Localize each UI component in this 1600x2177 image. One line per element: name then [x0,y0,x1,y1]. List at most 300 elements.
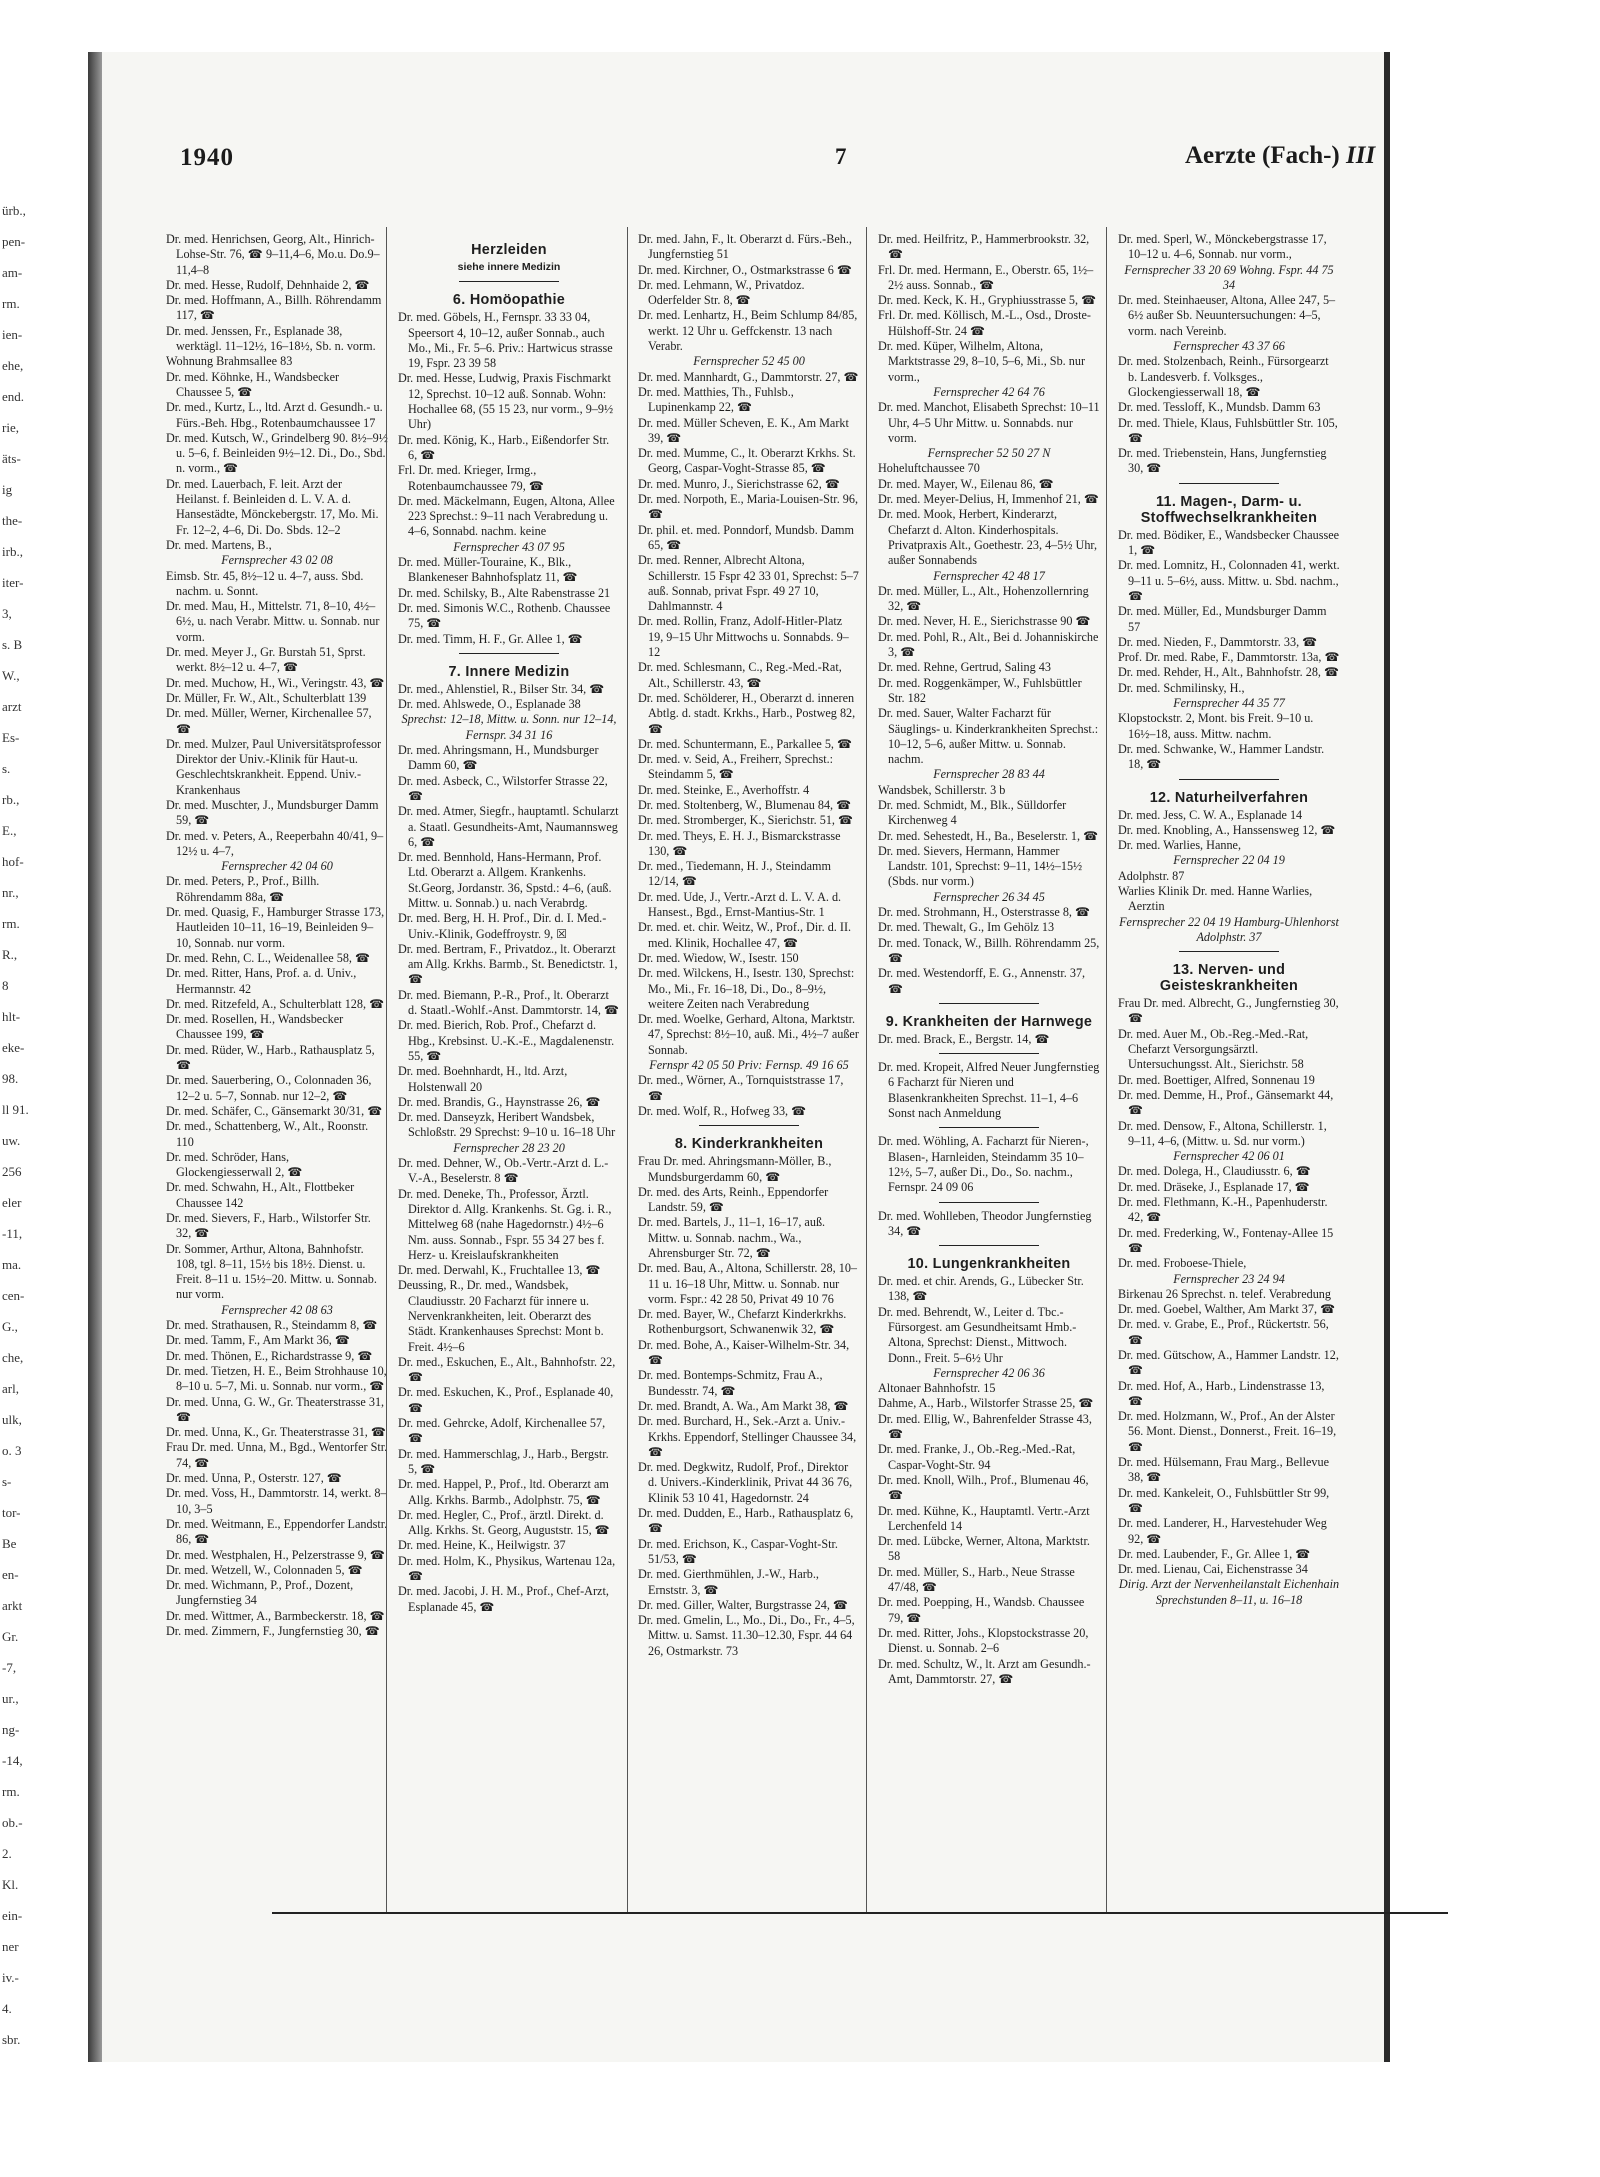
directory-entry: Dr. med. Rehn, C. L., Weidenallee 58, ☎ [166,950,371,965]
directory-entry: Dr. med. Strohmann, H., Osterstrasse 8, ☎ [878,905,1091,920]
phone-line: Fernsprecher 43 07 95 [453,539,565,554]
phone-line: Fernsprecher 52 45 00 [693,354,805,369]
directory-entry: Dr. med. Peters, P., Prof., Billh. Röhrendamm 88a, ☎ [166,874,320,904]
phone-line: Fernsprecher 42 06 01 [1173,1149,1285,1164]
directory-entry: Dr. med. Gütschow, A., Hammer Landstr. 12, ☎ [1118,1348,1339,1378]
adjacent-page-fragment: rm. [2,916,20,931]
adjacent-page-fragment: G., [2,1319,18,1334]
phone-line: Fernsprecher 42 08 63 [221,1302,333,1317]
directory-entry: Dr. med. Giller, Walter, Burgstrasse 24, ☎ [638,1597,849,1612]
phone-line: Fernsprecher 42 48 17 [933,568,1045,583]
directory-entry: Dr. med. Timm, H. F., Gr. Allee 1, ☎ [398,631,583,646]
category-note: siehe innere Medizin [457,261,561,273]
phone-line: Fernsprecher 28 23 20 [453,1140,565,1155]
directory-entry: Eimsb. Str. 45, 8½–12 u. 4–7, auss. Sbd. nachm. u. Sonnt. [166,568,364,598]
adjacent-page-fragment: am- [2,265,23,280]
directory-entry: Dr. med. Nieden, F., Dammtorstr. 33, ☎ [1118,634,1318,649]
directory-entry: Dr. med. Danseyzk, Heribert Wandsbek, Schloßstr. 29 Sprechst: 9–10 u. 16–18 Uhr [398,1110,616,1140]
directory-entry: Deussing, R., Dr. med., Wandsbek, Claudiusstr. 20 Facharzt für innere u. Nervenkrankheiten, leit. Oberarzt des Städt. Krankenhauses Sprechst: Mont b. Freit. 4½–6 [398,1278,604,1354]
directory-entry: Dr. med. Wetzell, W., Colonnaden 5, ☎ [166,1562,363,1577]
directory-entry: Dr. med. Asbeck, C., Wilstorfer Strasse 22, ☎ [398,773,608,803]
directory-entry: Dr. med. Gierthmühlen, J.-W., Harb., Ernststr. 3, ☎ [638,1567,819,1597]
section-rule [939,1202,1039,1203]
directory-entry: Dr. med. Stoltenberg, W., Blumenau 84, ☎ [638,797,852,812]
phone-line: Fernsprecher 22 04 19 Hamburg-Uhlenhorst Adolphstr. 37 [1119,914,1339,944]
directory-entry: Dr. med. Ahlswede, O., Esplanade 38 [398,697,581,712]
section-rule [939,1127,1039,1128]
directory-entry: Dr. med. Schröder, Hans, Glockengiesserwall 2, ☎ [166,1149,303,1180]
directory-entry: Dr. med. Norpoth, E., Maria-Louisen-Str. 96, ☎ [638,492,859,522]
adjacent-page-fragment: Gr. [2,1629,19,1644]
adjacent-page-fragment: ehe, [2,358,24,373]
directory-entry: Dr. med. Bayer, W., Chefarzt Kinderkrkhs. Rothenburgsort, Schwanenwik 32, ☎ [638,1307,847,1337]
directory-entry: Dr. med. Bierich, Rob. Prof., Chefarzt d. Hbg., Krebsinst. U.-K.-E., Magdalenenstr. 55, ☎ [398,1018,615,1063]
directory-entry: Dr. med. Wolf, R., Hofweg 33, ☎ [638,1103,807,1118]
directory-entry: Dr. med. Meyer J., Gr. Burstah 51, Sprst. werkt. 8½–12 u. 4–7, ☎ [166,645,366,675]
directory-entry: Dr. med. Theys, E. H. J., Bismarckstrasse 130, ☎ [638,828,841,858]
column-4 [878,232,1100,1687]
directory-entry: Dr. med. Köhnke, H., Wandsbecker Chaussee 5, ☎ [166,369,340,399]
section-roman: III [1346,142,1376,169]
directory-entry: Dr. med. Schmidt, M., Blk., Sülldorfer Kirchenweg 4 [878,797,1067,828]
directory-entry: Dr. Müller, Fr. W., Alt., Schulterblatt 139 [166,690,367,705]
directory-entry: Dr. med. Renner, Albrecht Altona, Schillerstr. 15 Fspr 42 33 01, Sprechst: 5–7 auß. Sonnab, privat Fspr. 49 27 10, Dahlmannstr. 4 [638,553,859,614]
directory-entry: Dr. med. Lübcke, Werner, Altona, Marktstr. 58 [878,1534,1090,1564]
adjacent-page-fragment: nr., [2,885,19,900]
category-heading: 9. Krankheiten der Harnwege [885,1013,1093,1030]
directory-entry: Dr. med. Steinke, E., Averhoffstr. 4 [638,782,810,797]
adjacent-page-fragment: iter- [2,575,24,590]
column-3 [638,232,860,1659]
directory-entry: Dr. med. Schäfer, C., Gänsemarkt 30/31, ☎ [166,1103,383,1118]
category-heading: 7. Innere Medizin [448,663,570,680]
directory-entry: Dr. med. Manchot, Elisabeth Sprechst: 10–11 Uhr, 4–5 Uhr Mittw. u. Sonnabds. nur vorm. [878,400,1100,445]
adjacent-page-fragment: rie, [2,420,19,435]
directory-entry: Dr. med. Unna, P., Osterstr. 127, ☎ [166,1471,342,1486]
page-number: 7 [835,144,847,169]
phone-line: Fernsprecher 28 83 44 [933,767,1045,782]
directory-entry: Dr. med. Deneke, Th., Professor, Ärztl. Direktor d. Allg. Krankenhs. St. Gg. i. R., Mittelweg 68 (nahe Hagedornstr.) 4½–6 Nm. auss. Sonnab., Fspr. 55 34 27 bes f. Herz- u. Kreislaufskrankheiten [398,1186,612,1262]
phone-line: Fernsprecher 26 34 45 [933,889,1045,904]
directory-entry: Dr. med. Bohe, A., Kaiser-Wilhelm-Str. 34, ☎ [638,1337,850,1368]
directory-entry: Dr. med. Never, H. E., Sierichstrasse 90 ☎ [878,614,1091,629]
directory-entry: Frl. Dr. med. Köllisch, M.-L., Osd., Droste-Hülshoff-Str. 24 ☎ [878,308,1091,338]
directory-entry: Dr. med. Kirchner, O., Ostmarkstrasse 6 ☎ [638,262,853,277]
directory-entry: Dr. med. Knoll, Wilh., Prof., Blumenau 46, ☎ [878,1472,1089,1503]
adjacent-page-fragment: arl, [2,1381,19,1396]
directory-entry: Dr. med. Müller, Werner, Kirchenallee 57, ☎ [166,706,372,736]
directory-entry: Dr. med. Heine, K., Heilwigstr. 37 [398,1538,566,1553]
directory-entry: Dr. med. Sievers, Hermann, Hammer Landstr. 101, Sprechst: 9–11, 14½–15½ (Sbds. nur vorm.) [878,843,1083,889]
directory-entry: Dr. med. Schölderer, H., Oberarzt d. inneren Abtlg. d. stadt. Krkhs., Harb., Postweg 82, ☎ [638,690,856,736]
directory-entry: Dr. med. Roggenkämper, W., Fuhlsbüttler Str. 182 [878,675,1082,705]
directory-entry: Dr. med. Müller Scheven, E. K., Am Markt 39, ☎ [638,415,849,445]
directory-entry: Dr. med. Holzmann, W., Prof., An der Alster 56. Mont. Dienst., Donnerst., Freit. 16–19, ☎ [1118,1409,1337,1454]
column-divider [386,227,387,1912]
category-heading: 12. Naturheilverfahren [1149,789,1309,806]
directory-entry: Dr. med. Ritzefeld, A., Schulterblatt 128, ☎ [166,996,385,1011]
adjacent-page-fragment: 8 [2,978,9,993]
directory-entry: Dr. med. Tietzen, H. E., Beim Strohhause 10, 8–10 u. 5–7, Mi. u. Sonnab. nur vorm., ☎ [166,1363,387,1394]
adjacent-page-fragment: en- [2,1567,19,1582]
directory-entry: Dr. med. Schuntermann, E., Parkallee 5, ☎ [638,736,853,751]
directory-entry: Dr. med. Thiele, Klaus, Fuhlsbüttler Str. 105, ☎ [1118,415,1338,445]
category-heading: 13. Nerven- und Geisteskrankheiten [1159,962,1299,995]
directory-entry: Frau Dr. med. Albrecht, G., Jungfernstieg 30, ☎ [1118,996,1339,1026]
adjacent-page-fragment: ulk, [2,1412,22,1427]
directory-entry: Dr. med. Warlies, Hanne, [1118,838,1242,853]
directory-entry: Dr. med. Jahn, F., lt. Oberarzt d. Fürs.-Beh., Jungfernstieg 51 [638,232,852,262]
adjacent-page-fragment: -11, [2,1226,23,1241]
section-rule [699,1125,799,1126]
adjacent-page-fragment: rm. [2,1784,20,1799]
column-divider [627,227,628,1912]
section-rule [939,1053,1039,1054]
adjacent-page-fragment: rm. [2,296,20,311]
phone-line: Fernsprecher 22 04 19 [1173,853,1285,868]
directory-entry: Dr. med. Stromberger, K., Sierichstr. 51, ☎ [638,813,854,828]
directory-entry: Dr. med. Boettiger, Alfred, Sonnenau 19 [1118,1072,1315,1087]
directory-entry: Dr. med. Munro, J., Sierichstrasse 62, ☎ [638,476,841,491]
directory-entry: Dr. med. Bödiker, E., Wandsbecker Chaussee 1, ☎ [1118,527,1340,558]
section-rule [459,281,559,282]
directory-entry: Dr. med. Mumme, C., lt. Oberarzt Krkhs. St. Georg, Caspar-Voght-Strasse 85, ☎ [638,446,856,476]
directory-entry: Dr. med. Ellig, W., Bahrenfelder Strasse 43, ☎ [878,1411,1092,1442]
directory-entry: Dr. med. Mayer, W., Eilenau 86, ☎ [878,476,1054,491]
directory-entry: Dr. med. Kutsch, W., Grindelberg 90. 8½–9½ u. 5–6, f. Beinleiden 9½–12. Di., Do., Sbd. n. vorm., ☎ [166,430,388,476]
directory-entry: Dr. med. Thönen, E., Richardstrasse 9, ☎ [166,1348,373,1363]
directory-entry: Dr. med. Lienau, Cai, Eichenstrasse 34 [1118,1562,1308,1577]
adjacent-page-fragment: W., [2,668,20,683]
directory-entry: Dr. med. Wichmann, P., Prof., Dozent, Jungfernstieg 34 [166,1578,354,1608]
adjacent-page-fragment: s. B [2,637,23,652]
adjacent-page-fragment: -7, [2,1660,17,1675]
adjacent-page-fragment: sbr. [2,2032,21,2047]
column-5 [1118,232,1340,1608]
directory-entry: Dr. med. Göbels, H., Fernspr. 33 33 04, Speersort 4, 10–12, außer Sonnab., auch Mo., Mi., Fr. 5–6. Priv.: Hartwicus strasse 19, Fspr. 23 39 58 [398,310,613,371]
adjacent-page-strip [0,52,88,2062]
directory-entry: Dr. med. Kropeit, Alfred Neuer Jungfernstieg 6 Facharzt für Nieren und Blasenkrankheiten Sprechst. 11–1, 4–6 Sonst nach Anmeldung [878,1060,1100,1121]
directory-entry: Dr. med. Froboese-Thiele, [1118,1256,1247,1271]
directory-entry: Dr. med. Zimmern, F., Jungfernstieg 30, ☎ [166,1624,380,1639]
category-heading: 10. Lungenkrankheiten [907,1256,1071,1273]
adjacent-page-fragment: hlt- [2,1009,21,1024]
directory-entry: Dr. med. Ahringsmann, H., Mundsburger Damm 60, ☎ [398,743,599,773]
directory-entry: Dr. med. Stolzenbach, Reinh., Fürsorgearzt b. Landesverb. f. Volksges., Glockengiesserwall 18, ☎ [1118,354,1329,399]
directory-entry: Dr. med. Keck, K. H., Gryphiusstrasse 5, ☎ [878,293,1097,308]
category-heading: 8. Kinderkrankheiten [674,1136,824,1153]
directory-entry: Dr. med. Boehnhardt, H., ltd. Arzt, Holstenwall 20 [398,1064,568,1094]
directory-entry: Dr. med. Behrendt, W., Leiter d. Tbc.-Fürsorgest. am Gesundheitsamt Hmb.-Altona, Sprechst: Dienst., Mittwoch. Donn., Freit. 5–6½ Uhr [878,1304,1077,1365]
directory-entry: Dr. med. Dudden, E., Harb., Rathausplatz 6, ☎ [638,1506,854,1536]
directory-entry: Dr. med. Lenhartz, H., Beim Schlump 84/85, werkt. 12 Uhr u. Geffckenstr. 13 nach Verabr. [638,308,858,354]
directory-entry: Dr. med. des Arts, Reinh., Eppendorfer Landstr. 59, ☎ [638,1184,829,1215]
page-year: 1940 [180,144,234,171]
directory-entry: Dr. med. Mau, H., Mittelstr. 71, 8–10, 4½–6½, u. nach Verabr. Mittw. u. Sonnab. nur vorm. [166,599,380,644]
section-title [1185,142,1375,170]
directory-entry: Dr. med. Rehne, Gertrud, Saling 43 [878,660,1051,675]
adjacent-page-fragment: E., [2,823,17,838]
directory-entry: Dr. med. Mannhardt, G., Dammtorstr. 27, ☎ [638,369,859,384]
category-heading: Herzleiden [471,242,547,258]
directory-entry: Birkenau 26 Sprechst. n. telef. Verabredung [1118,1286,1331,1301]
adjacent-page-fragment: eke- [2,1040,25,1055]
directory-entry: Dr. med. Unna, K., Gr. Theaterstrasse 31, ☎ [166,1425,387,1440]
directory-entry: Dr. med. Berg, H. H. Prof., Dir. d. I. Med.-Univ.-Klinik, Godeffroystr. 9, ☒ [398,911,607,941]
phone-line: Fernsprecher 42 04 60 [221,859,333,874]
phone-line: Fernsprecher 42 06 36 [933,1365,1045,1380]
directory-entry: Dr. med. Westendorff, E. G., Annenstr. 37, ☎ [878,966,1086,996]
directory-entry: Dahme, A., Harb., Wilstorfer Strasse 25, ☎ [878,1396,1094,1411]
directory-entry: Dr. med. Wiedow, W., Isestr. 150 [638,950,799,965]
section-rule [459,653,559,654]
directory-entry: Prof. Dr. med. Rabe, F., Dammtorstr. 13a, ☎ [1118,650,1340,665]
section-rule [1179,779,1279,780]
directory-entry: Dr. med. Muchow, H., Wi., Veringstr. 43, ☎ [166,675,385,690]
directory-entry: Dr. med. Jess, C. W. A., Esplanade 14 [1118,807,1303,822]
directory-entry: Dr. med. Müller, Ed., Mundsburger Damm 57 [1118,604,1327,634]
directory-entry: Dr. med. Ude, J., Vertr.-Arzt d. L. V. A. d. Hansest., Bgd., Ernst-Mantius-Str. 1 [638,889,842,920]
directory-entry: Dr. med. Hesse, Ludwig, Praxis Fischmarkt 12, Sprechst. 10–12 auß. Sonnab. Wohn: Hochallee 68, (55 15 23, nur vorm., 9–9½ Uhr) [398,371,614,432]
directory-entry: Dr. med. Hoffmann, A., Billh. Röhrendamm 117, ☎ [166,293,382,323]
directory-entry: Hoheluftchaussee 70 [878,461,980,476]
directory-entry: Dr. med. Demme, H., Prof., Gänsemarkt 44, ☎ [1118,1087,1334,1118]
directory-entry: Dr. med. Knobling, A., Hanssensweg 12, ☎ [1118,822,1336,837]
directory-entry: Dr. med. Unna, G. W., Gr. Theaterstrasse 31, ☎ [166,1394,385,1424]
directory-entry: Dr. med. Hülsemann, Frau Marg., Bellevue 38, ☎ [1118,1455,1329,1485]
directory-entry: Dr. med. Strathausen, R., Steindamm 8, ☎ [166,1318,378,1333]
directory-entry: Dr. med. Simonis W.C., Rothenb. Chaussee 75, ☎ [398,600,611,631]
directory-entry: Dr. Sommer, Arthur, Altona, Bahnhofstr. 108, tgl. 8–11, 15½ bis 18½. Dienst. u. Freit. 8–11 u. 15½–20. Mittw. u. Sonnab. nur vorm. [166,1241,377,1302]
adjacent-page-fragment: eler [2,1195,22,1210]
directory-entry: Dr. med. Martens, B., [166,537,272,552]
directory-entry: Dr. med. Schilsky, B., Alte Rabenstrasse 21 [398,585,611,600]
directory-entry: Dr. med. Schwahn, H., Alt., Flottbeker Chaussee 142 [166,1180,355,1210]
directory-entry: Dr. med. Müller, L., Alt., Hohenzollernring 32, ☎ [878,583,1089,614]
directory-entry: Dr. med. Matthies, Th., Fuhlsb., Lupinenkamp 22, ☎ [638,384,794,415]
directory-entry: Dr. med. Schwanke, W., Hammer Landstr. 18, ☎ [1118,741,1325,772]
directory-entry: Dr. med. Burchard, H., Sek.-Arzt a. Univ.-Krkhs. Eppendorf, Stellinger Chaussee 34, ☎ [638,1414,857,1459]
directory-entry: Dr. med. Atmer, Siegfr., hauptamtl. Schularzt a. Staatl. Gesundheits-Amt, Naumannsweg 6, ☎ [398,804,619,849]
directory-entry: Dr. med., Eskuchen, E., Alt., Bahnhofstr. 22, ☎ [398,1354,616,1385]
phone-line: Fernsprecher 44 35 77 [1173,696,1285,711]
section-rule [939,1245,1039,1246]
directory-entry: Dr. med. Eskuchen, K., Prof., Esplanade 40, ☎ [398,1385,614,1415]
directory-entry: Dr. med. Sperl, W., Mönckebergstrasse 17, 10–12 u. 4–6, Sonnab. nur vorm., [1118,232,1327,262]
directory-entry: Dr. med. Rollin, Franz, Adolf-Hitler-Platz 19, 9–15 Uhr Mittwochs u. Sonnabds. 9–12 [638,614,849,660]
adjacent-page-fragment: rb., [2,792,20,807]
directory-entry: Altonaer Bahnhofstr. 15 [878,1381,996,1396]
adjacent-page-fragment: ner [2,1939,19,1954]
phone-line: Dirig. Arzt der Nervenheilanstalt Eichenhain Sprechstunden 8–11, u. 16–18 [1118,1577,1340,1607]
adjacent-page-fragment: ürb., [2,203,26,218]
directory-entry: Dr. med. Jenssen, Fr., Esplanade 38, werktägl. 11–12½, 16–18½, Sb. n. vorm. [166,323,376,354]
adjacent-page-fragment: ma. [2,1257,22,1272]
directory-entry: Dr. med. Sievers, F., Harb., Wilstorfer Str. 32, ☎ [166,1211,371,1241]
directory-entry: Dr. med. Mook, Herbert, Kinderarzt, Chefarzt d. Alton. Kinderhospitals. Privatpraxis Alt., Goethestr. 23, 4–5½ Uhr, außer Sonnabends [878,507,1098,568]
directory-entry: Dr. med. Jacobi, J. H. M., Prof., Chef-Arzt, Esplanade 45, ☎ [398,1584,609,1614]
directory-entry: Dr. med. Wittmer, A., Barmbeckerstr. 18, ☎ [166,1608,385,1623]
directory-entry: Dr. med. Voss, H., Dammtorstr. 14, werkt. 8–10, 3–5 [166,1486,387,1516]
directory-entry: Frau Dr. med. Ahringsmann-Möller, B., Mundsburgerdamm 60, ☎ [638,1154,832,1184]
directory-entry: Dr. med. Kühne, K., Hauptamtl. Vertr.-Arzt Lerchenfeld 14 [878,1503,1090,1533]
directory-entry: Dr. med. Gmelin, L., Mo., Di., Do., Fr., 4–5, Mittw. u. Samst. 11.30–12.30, Fspr. 44 64 26, Ostmarkstr. 73 [638,1613,855,1658]
adjacent-page-fragment: Kl. [2,1877,19,1892]
directory-entry: Dr. med. Hesse, Rudolf, Dehnhaide 2, ☎ [166,277,370,292]
directory-entry: Dr. med. Tamm, F., Am Markt 36, ☎ [166,1333,351,1348]
directory-entry: Dr. med. Auer M., Ob.-Reg.-Med.-Rat, Chefarzt Versorgungsärztl. Untersuchungsst. Alt., Sierichstr. 58 [1118,1026,1309,1072]
directory-entry: Dr. med. Flethmann, K.-H., Papenhuderstr. 42, ☎ [1118,1195,1328,1225]
adjacent-page-fragment: Es- [2,730,20,745]
directory-entry: Wohnung Brahmsallee 83 [166,354,293,369]
directory-entry: Dr. med. Hegler, C., Prof., ärztl. Direkt. d. Allg. Krkhs. St. Georg, Auguststr. 15, ☎ [398,1507,610,1538]
directory-entry: Dr. med. Woelke, Gerhard, Altona, Marktstr. 47, Sprechst: 8½–10, auß. Mi., 4½–7 außer Sonnab. [638,1012,859,1057]
directory-entry: Dr. med. Dräseke, J., Esplanade 17, ☎ [1118,1179,1310,1194]
directory-entry: Dr. med. Meyer-Delius, H, Immenhof 21, ☎ [878,492,1100,507]
adjacent-page-fragment: s- [2,1474,12,1489]
adjacent-page-fragment: 256 [2,1164,22,1179]
adjacent-page-fragment: tor- [2,1505,21,1520]
directory-entry: Dr. med. Bau, A., Altona, Schillerstr. 28, 10–11 u. 16–18 Uhr, Mittw. u. Sonnab. nur vorm. Fspr.: 42 28 50, Privat 49 10 76 [638,1261,858,1306]
directory-entry: Dr. med. Ritter, Hans, Prof. a. d. Univ., Hermannstr. 42 [166,966,357,996]
phone-line: Fernspr 42 05 50 Priv: Fernsp. 49 16 65 [649,1058,849,1073]
directory-entry: Dr. med. Sehestedt, H., Ba., Beselerstr. 1, ☎ [878,828,1099,843]
directory-entry: Dr. med. et chir. Arends, G., Lübecker Str. 138, ☎ [878,1274,1084,1304]
directory-entry: Wandsbek, Schillerstr. 3 b [878,782,1006,797]
directory-entry: Frl. Dr. med. Hermann, E., Oberstr. 65, 1½–2½ auss. Sonnab., ☎ [878,262,1094,292]
directory-entry: Dr. med. Tessloff, K., Mundsb. Damm 63 [1118,400,1321,415]
directory-page [102,52,1390,2062]
phone-line: Fernsprecher 23 24 94 [1173,1271,1285,1286]
directory-entry: Dr. med. Pohl, R., Alt., Bei d. Johanniskirche 3, ☎ [878,629,1099,660]
directory-entry: Dr. med. v. Grabe, E., Prof., Rückertstr. 56, ☎ [1118,1317,1329,1347]
directory-entry: Dr. med. Rehder, H., Alt., Bahnhofstr. 28, ☎ [1118,665,1340,680]
adjacent-page-fragment: cen- [2,1288,25,1303]
directory-entry: Dr. med. Brandis, G., Haynstrasse 26, ☎ [398,1094,601,1109]
directory-entry: Dr. med., Tiedemann, H. J., Steindamm 12/14, ☎ [638,859,831,889]
directory-entry: Dr. med. Degkwitz, Rudolf, Prof., Direktor d. Univers.-Kinderklinik, Privat 44 36 76, Klinik 53 10 41, Hagedornstr. 24 [638,1460,853,1505]
directory-entry: Dr. med. Mäckelmann, Eugen, Altona, Allee 223 Sprechst.: 9–11 nach Verabredung u. 4–6, Sonnabd. nachm. keine [398,493,615,539]
directory-entry: Dr. med. v. Peters, A., Reeperbahn 40/41, 9–12½ u. 4–7, [166,828,384,858]
adjacent-page-fragment: ein- [2,1908,23,1923]
adjacent-page-fragment: hof- [2,854,24,869]
directory-entry: Dr. med. Bartels, J., 11–1, 16–17, auß. Mittw. u. Sonnab. nachm., Wa., Ahrensburger Str. 72, ☎ [638,1215,826,1260]
directory-entry: Dr. med., Schattenberg, W., Alt., Roonstr. 110 [166,1119,369,1149]
page-gutter-shadow [88,52,102,2062]
directory-entry: Dr. med. Happel, P., Prof., ltd. Oberarzt am Allg. Krkhs. Barmb., Adolphstr. 75, ☎ [398,1477,609,1507]
directory-entry: Klopstockstr. 2, Mont. bis Freit. 9–10 u. 16½–18, auss. Mittw. nachm. [1118,711,1314,741]
adjacent-page-fragment: iv.- [2,1970,19,1985]
bottom-rule [272,1912,1448,1914]
adjacent-page-fragment: -14, [2,1753,23,1768]
directory-entry: Dr. phil. et. med. Ponndorf, Mundsb. Damm 65, ☎ [638,522,854,552]
adjacent-page-fragment: o. 3 [2,1443,22,1458]
adjacent-page-fragment: ur., [2,1691,19,1706]
directory-entry: Dr. med., Kurtz, L., ltd. Arzt d. Gesundh.- u. Fürs.-Beh. Hbg., Rotenbaumchaussee 17 [166,400,383,430]
adjacent-page-fragment: s. [2,761,11,776]
directory-entry: Adolphstr. 87 [1118,868,1185,883]
directory-entry: Dr. med. Poepping, H., Wandsb. Chaussee 79, ☎ [878,1595,1085,1625]
column-divider [866,227,867,1912]
directory-entry: Dr. med. Laubender, F., Gr. Allee 1, ☎ [1118,1546,1311,1561]
directory-entry: Dr. med. Rüder, W., Harb., Rathausplatz 5, ☎ [166,1042,375,1073]
adjacent-page-fragment: pen- [2,234,26,249]
adjacent-page-fragment: R., [2,947,18,962]
directory-entry: Dr. med. Wöhling, A. Facharzt für Nieren-, Blasen-, Harnleiden, Steindamm 35 10–12½, 5–7, außer Di., Do., So. nachm., Fernspr. 24 09 06 [878,1134,1089,1195]
adjacent-page-fragment: ig [2,482,13,497]
adjacent-page-fragment: irb., [2,544,23,559]
directory-entry: Dr. med. Derwahl, K., Fruchtallee 13, ☎ [398,1263,601,1278]
directory-entry: Dr. med. Hof, A., Harb., Lindenstrasse 13, ☎ [1118,1378,1325,1408]
directory-entry: Dr. med. Lomnitz, H., Colonnaden 41, werkt. 9–11 u. 5–6½, auss. Mittw. u. Sbd. nachm., ☎ [1118,558,1340,603]
phone-line: Fernsprecher 33 20 69 Wohng. Fspr. 44 75 34 [1124,262,1334,292]
directory-entry: Dr. med. Dolega, H., Claudiusstr. 6, ☎ [1118,1164,1311,1179]
directory-entry: Dr. med. Wilckens, H., Isestr. 130, Sprechst: Mo., Mi., Fr. 16–18, Di., Do., 8–9½, weitere Zeiten nach Verabredung [638,966,855,1011]
directory-entry: Dr. med. Dehner, W., Ob.-Vertr.-Arzt d. L.-V.-A., Beselerstr. 8 ☎ [398,1156,609,1186]
directory-entry: Warlies Klinik Dr. med. Hanne Warlies, Aerztin [1118,883,1313,914]
directory-entry: Dr. med. Densow, F., Altona, Schillerstr. 1, 9–11, 4–6, (Mittw. u. Sd. nur vorm.) [1118,1118,1327,1148]
directory-entry: Dr. med., Ahlenstiel, R., Bilser Str. 34, ☎ [398,681,605,696]
phone-line: Fernsprecher 52 50 27 N [927,446,1051,461]
directory-entry: Dr. med. Westphalen, H., Pelzerstrasse 9, ☎ [166,1547,386,1562]
directory-entry: Dr. med. Schmilinsky, H., [1118,680,1245,695]
adjacent-page-fragment: ll 91. [2,1102,29,1117]
column-divider [1106,227,1107,1912]
column-2 [398,232,620,1615]
directory-entry: Dr. med. König, K., Harb., Eißendorfer Str. 6, ☎ [398,432,610,462]
directory-entry: Dr. med. Schlesmann, C., Reg.-Med.-Rat, Alt., Schillerstr. 43, ☎ [638,660,842,690]
directory-entry: Dr. med. Sauerbering, O., Colonnaden 36, 12–2 u. 5–7, Sonnab. nur 12–2, ☎ [166,1073,372,1103]
directory-entry: Dr. med. Küper, Wilhelm, Altona, Marktstrasse 29, 8–10, 5–6, Mi., Sb. nur vorm., [878,339,1086,384]
directory-entry: Dr. med. Lauerbach, F. leit. Arzt der Heilanst. f. Beinleiden d. L. V. A. d. Hansestädte, Mönckebergstr. 17, Mo. Mi. Fr. 12–2, 4–6, Di. Do. Sbds. 12–2 [166,476,379,537]
directory-entry: Dr. med. Frederking, W., Fontenay-Allee 15 ☎ [1118,1225,1334,1255]
directory-entry: Dr. med. Bertram, F., Privatdoz., lt. Oberarzt am Allg. Krkhs. Barmb., St. Benedictstr. 1, ☎ [398,941,618,987]
directory-entry: Dr. med. Müller-Touraine, K., Blk., Blankeneser Bahnhofsplatz 11, ☎ [398,555,578,585]
directory-entry: Dr. med. Landerer, H., Harvestehuder Weg 92, ☎ [1118,1516,1327,1546]
directory-entry: Dr. med. Heilfritz, P., Hammerbrookstr. 32, ☎ [878,232,1090,262]
adjacent-page-fragment: che, [2,1350,24,1365]
section-rule [939,1003,1039,1004]
directory-entry: Dr. med. Thewalt, G., Im Gehölz 13 [878,920,1055,935]
directory-entry: Dr. med. Brack, E., Bergstr. 14, ☎ [878,1031,1050,1046]
directory-entry: Dr. med. Goebel, Walther, Am Markt 37, ☎ [1118,1302,1336,1317]
adjacent-page-fragment: ob.- [2,1815,23,1830]
directory-entry: Dr. med. et. chir. Weitz, W., Prof., Dir. d. II. med. Klinik, Hochallee 47, ☎ [638,920,852,950]
directory-entry: Dr. med. Steinhaeuser, Altona, Allee 247, 5–6½ außer Sb. Neuuntersuchungen: 4–5, vorm. nach Vereinb. [1118,293,1336,338]
category-heading: 11. Magen-, Darm- u. Stoffwechselkrankheiten [1140,493,1318,526]
section-title-text: Aerzte (Fach-) [1185,142,1340,169]
adjacent-page-fragment: uw. [2,1133,21,1148]
adjacent-page-fragment: the- [2,513,23,528]
directory-entry: Dr. med. Müller, S., Harb., Neue Strasse 47/48, ☎ [878,1564,1075,1595]
phone-line: Fernsprecher 42 64 76 [933,384,1045,399]
directory-entry: Dr. med. Weitmann, E., Eppendorfer Landstr. 86, ☎ [166,1516,388,1547]
adjacent-page-fragment: Be [2,1536,17,1551]
directory-entry: Dr. med. v. Seid, A., Freiherr, Sprechst.: Steindamm 5, ☎ [638,752,834,782]
adjacent-page-fragment: end. [2,389,25,404]
adjacent-page-fragment: arkt [2,1598,23,1613]
column-1 [166,232,388,1639]
directory-entry: Dr. med. Hammerschlag, J., Harb., Bergstr. 5, ☎ [398,1446,609,1476]
directory-entry: Dr. med. Kankeleit, O., Fuhlsbüttler Str 99, ☎ [1118,1485,1330,1515]
phone-line: Sprechst: 12–18, Mittw. u. Sonn. nur 12–14, Fernspr. 34 31 16 [401,712,617,742]
directory-entry: Dr. med. Muschter, J., Mundsburger Damm 59, ☎ [166,797,379,828]
directory-entry: Frl. Dr. med. Krieger, Irmg., Rotenbaumchaussee 79, ☎ [398,463,545,493]
adjacent-page-fragment: 4. [2,2001,12,2016]
directory-entry: Dr. med. Wohlleben, Theodor Jungfernstieg 34, ☎ [878,1208,1092,1238]
directory-entry: Dr. med. Sauer, Walter Facharzt für Säuglings- u. Kinderkrankheiten Sprechst.: 10–12, 5–6, außer Mittw. u. Sonnab. nachm. [878,706,1099,767]
section-rule [1179,951,1279,952]
